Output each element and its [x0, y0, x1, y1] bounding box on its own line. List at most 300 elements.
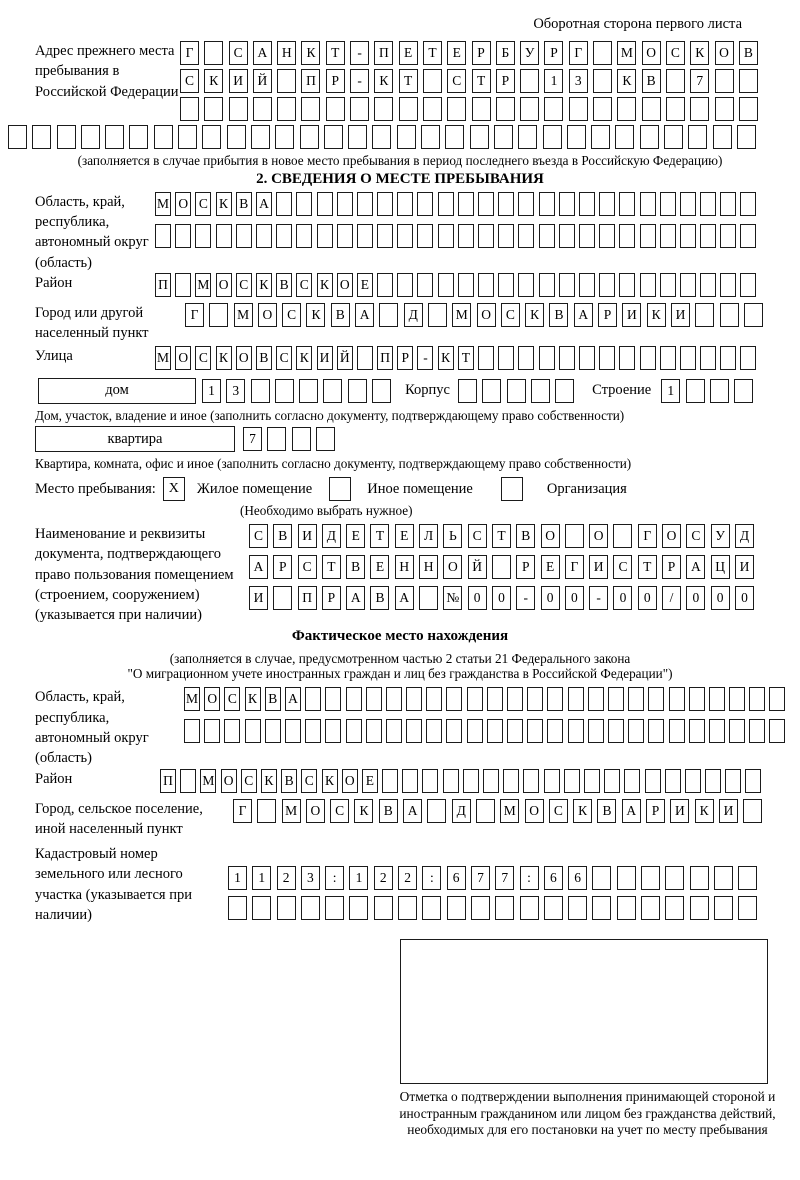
- char-cell[interactable]: Т: [458, 346, 474, 370]
- char-cell[interactable]: [628, 687, 644, 711]
- char-cell[interactable]: [427, 799, 446, 823]
- char-cell[interactable]: [348, 125, 367, 149]
- char-cell[interactable]: Р: [397, 346, 413, 370]
- char-cell[interactable]: С: [195, 346, 211, 370]
- char-cell[interactable]: Д: [452, 799, 471, 823]
- char-cell[interactable]: [447, 896, 466, 920]
- char-cell[interactable]: [700, 224, 716, 248]
- org-checkbox[interactable]: [501, 477, 523, 501]
- char-cell[interactable]: [518, 273, 534, 297]
- char-cell[interactable]: [617, 896, 636, 920]
- char-cell[interactable]: В: [516, 524, 535, 548]
- char-cell[interactable]: [568, 719, 584, 743]
- char-cell[interactable]: Г: [185, 303, 204, 327]
- char-cell[interactable]: 0: [565, 586, 584, 610]
- char-cell[interactable]: И: [298, 524, 317, 548]
- char-cell[interactable]: [277, 896, 296, 920]
- char-cell[interactable]: [276, 224, 292, 248]
- char-cell[interactable]: [301, 896, 320, 920]
- char-cell[interactable]: [251, 125, 270, 149]
- char-cell[interactable]: [443, 769, 459, 793]
- char-cell[interactable]: [739, 97, 758, 121]
- char-cell[interactable]: [559, 224, 575, 248]
- char-cell[interactable]: [498, 346, 514, 370]
- char-cell[interactable]: В: [236, 192, 252, 216]
- char-cell[interactable]: И: [589, 555, 608, 579]
- char-cell[interactable]: А: [686, 555, 705, 579]
- char-cell[interactable]: [619, 273, 635, 297]
- char-cell[interactable]: [397, 273, 413, 297]
- char-cell[interactable]: К: [374, 69, 393, 93]
- char-cell[interactable]: [105, 125, 124, 149]
- char-cell[interactable]: О: [221, 769, 237, 793]
- char-cell[interactable]: [57, 125, 76, 149]
- char-cell[interactable]: [619, 224, 635, 248]
- char-cell[interactable]: С: [298, 555, 317, 579]
- char-cell[interactable]: [406, 719, 422, 743]
- char-cell[interactable]: [397, 125, 416, 149]
- char-cell[interactable]: [599, 273, 615, 297]
- char-cell[interactable]: 0: [735, 586, 754, 610]
- char-cell[interactable]: О: [306, 799, 325, 823]
- char-cell[interactable]: [680, 346, 696, 370]
- char-cell[interactable]: 1: [202, 379, 221, 403]
- char-cell[interactable]: [417, 273, 433, 297]
- char-cell[interactable]: [209, 303, 228, 327]
- char-cell[interactable]: Р: [544, 41, 563, 65]
- char-cell[interactable]: [539, 346, 555, 370]
- char-cell[interactable]: [487, 719, 503, 743]
- char-cell[interactable]: [467, 687, 483, 711]
- char-cell[interactable]: О: [642, 41, 661, 65]
- char-cell[interactable]: К: [617, 69, 636, 93]
- char-cell[interactable]: [478, 224, 494, 248]
- char-cell[interactable]: К: [204, 69, 223, 93]
- char-cell[interactable]: [374, 97, 393, 121]
- char-cell[interactable]: С: [249, 524, 268, 548]
- char-cell[interactable]: [734, 379, 753, 403]
- char-cell[interactable]: [372, 125, 391, 149]
- char-cell[interactable]: А: [346, 586, 365, 610]
- char-cell[interactable]: Е: [370, 555, 389, 579]
- char-cell[interactable]: [588, 719, 604, 743]
- char-cell[interactable]: Й: [253, 69, 272, 93]
- char-cell[interactable]: [592, 866, 611, 890]
- char-cell[interactable]: Г: [233, 799, 252, 823]
- char-cell[interactable]: [559, 346, 575, 370]
- char-cell[interactable]: К: [695, 799, 714, 823]
- char-cell[interactable]: И: [719, 799, 738, 823]
- char-cell[interactable]: [592, 896, 611, 920]
- char-cell[interactable]: К: [306, 303, 325, 327]
- char-cell[interactable]: [350, 97, 369, 121]
- char-cell[interactable]: [398, 896, 417, 920]
- char-cell[interactable]: [386, 687, 402, 711]
- char-cell[interactable]: [397, 192, 413, 216]
- char-cell[interactable]: [737, 125, 756, 149]
- char-cell[interactable]: [518, 224, 534, 248]
- char-cell[interactable]: П: [377, 346, 393, 370]
- char-cell[interactable]: [709, 687, 725, 711]
- char-cell[interactable]: 0: [468, 586, 487, 610]
- char-cell[interactable]: [276, 192, 292, 216]
- char-cell[interactable]: [608, 687, 624, 711]
- char-cell[interactable]: -: [516, 586, 535, 610]
- char-cell[interactable]: [337, 192, 353, 216]
- char-cell[interactable]: О: [443, 555, 462, 579]
- char-cell[interactable]: [301, 97, 320, 121]
- char-cell[interactable]: А: [256, 192, 272, 216]
- char-cell[interactable]: Д: [404, 303, 423, 327]
- char-cell[interactable]: [599, 192, 615, 216]
- char-cell[interactable]: К: [216, 192, 232, 216]
- char-cell[interactable]: [531, 379, 550, 403]
- char-cell[interactable]: [539, 273, 555, 297]
- char-cell[interactable]: [640, 224, 656, 248]
- char-cell[interactable]: [579, 346, 595, 370]
- char-cell[interactable]: 0: [638, 586, 657, 610]
- char-cell[interactable]: [547, 687, 563, 711]
- char-cell[interactable]: [325, 896, 344, 920]
- char-cell[interactable]: Т: [638, 555, 657, 579]
- char-cell[interactable]: [544, 769, 560, 793]
- char-cell[interactable]: [705, 769, 721, 793]
- char-cell[interactable]: [366, 687, 382, 711]
- char-cell[interactable]: О: [589, 524, 608, 548]
- char-cell[interactable]: [628, 719, 644, 743]
- char-cell[interactable]: Р: [496, 69, 515, 93]
- char-cell[interactable]: У: [711, 524, 730, 548]
- char-cell[interactable]: [593, 97, 612, 121]
- char-cell[interactable]: О: [541, 524, 560, 548]
- char-cell[interactable]: [565, 524, 584, 548]
- char-cell[interactable]: [487, 687, 503, 711]
- char-cell[interactable]: [357, 224, 373, 248]
- char-cell[interactable]: Е: [395, 524, 414, 548]
- char-cell[interactable]: [154, 125, 173, 149]
- char-cell[interactable]: С: [229, 41, 248, 65]
- char-cell[interactable]: [690, 97, 709, 121]
- char-cell[interactable]: [539, 192, 555, 216]
- char-cell[interactable]: [520, 69, 539, 93]
- char-cell[interactable]: [680, 224, 696, 248]
- char-cell[interactable]: [559, 192, 575, 216]
- char-cell[interactable]: [428, 303, 447, 327]
- char-cell[interactable]: [325, 719, 341, 743]
- char-cell[interactable]: -: [350, 69, 369, 93]
- char-cell[interactable]: О: [337, 273, 353, 297]
- char-cell[interactable]: Н: [277, 41, 296, 65]
- char-cell[interactable]: [720, 303, 739, 327]
- char-cell[interactable]: [296, 224, 312, 248]
- char-cell[interactable]: -: [417, 346, 433, 370]
- char-cell[interactable]: [422, 896, 441, 920]
- char-cell[interactable]: И: [671, 303, 690, 327]
- char-cell[interactable]: [567, 125, 586, 149]
- char-cell[interactable]: [325, 687, 341, 711]
- char-cell[interactable]: С: [468, 524, 487, 548]
- char-cell[interactable]: С: [501, 303, 520, 327]
- char-cell[interactable]: -: [350, 41, 369, 65]
- char-cell[interactable]: В: [281, 769, 297, 793]
- char-cell[interactable]: К: [301, 41, 320, 65]
- char-cell[interactable]: [520, 896, 539, 920]
- char-cell[interactable]: О: [175, 346, 191, 370]
- char-cell[interactable]: [715, 69, 734, 93]
- char-cell[interactable]: [251, 379, 270, 403]
- char-cell[interactable]: [665, 866, 684, 890]
- char-cell[interactable]: [686, 379, 705, 403]
- char-cell[interactable]: [729, 719, 745, 743]
- char-cell[interactable]: [579, 224, 595, 248]
- char-cell[interactable]: 1: [544, 69, 563, 93]
- char-cell[interactable]: [539, 224, 555, 248]
- char-cell[interactable]: [229, 97, 248, 121]
- char-cell[interactable]: [523, 769, 539, 793]
- char-cell[interactable]: [498, 273, 514, 297]
- char-cell[interactable]: [252, 896, 271, 920]
- char-cell[interactable]: [648, 687, 664, 711]
- char-cell[interactable]: В: [370, 586, 389, 610]
- char-cell[interactable]: К: [354, 799, 373, 823]
- char-cell[interactable]: [349, 896, 368, 920]
- char-cell[interactable]: [277, 97, 296, 121]
- char-cell[interactable]: Л: [419, 524, 438, 548]
- char-cell[interactable]: Р: [326, 69, 345, 93]
- char-cell[interactable]: [317, 192, 333, 216]
- char-cell[interactable]: [645, 769, 661, 793]
- char-cell[interactable]: [204, 719, 220, 743]
- char-cell[interactable]: С: [224, 687, 240, 711]
- char-cell[interactable]: [256, 224, 272, 248]
- char-cell[interactable]: [588, 687, 604, 711]
- char-cell[interactable]: В: [346, 555, 365, 579]
- char-cell[interactable]: [292, 427, 311, 451]
- char-cell[interactable]: Е: [447, 41, 466, 65]
- char-cell[interactable]: [180, 97, 199, 121]
- char-cell[interactable]: [593, 41, 612, 65]
- char-cell[interactable]: [426, 719, 442, 743]
- char-cell[interactable]: С: [241, 769, 257, 793]
- char-cell[interactable]: О: [662, 524, 681, 548]
- char-cell[interactable]: [236, 224, 252, 248]
- char-cell[interactable]: [720, 192, 736, 216]
- char-cell[interactable]: [739, 69, 758, 93]
- char-cell[interactable]: М: [155, 192, 171, 216]
- char-cell[interactable]: [265, 719, 281, 743]
- char-cell[interactable]: [769, 687, 785, 711]
- char-cell[interactable]: К: [261, 769, 277, 793]
- char-cell[interactable]: П: [155, 273, 171, 297]
- char-cell[interactable]: [568, 687, 584, 711]
- char-cell[interactable]: А: [285, 687, 301, 711]
- char-cell[interactable]: [423, 69, 442, 93]
- char-cell[interactable]: [445, 125, 464, 149]
- char-cell[interactable]: [619, 346, 635, 370]
- char-cell[interactable]: [257, 799, 276, 823]
- char-cell[interactable]: В: [331, 303, 350, 327]
- char-cell[interactable]: [426, 687, 442, 711]
- char-cell[interactable]: М: [184, 687, 200, 711]
- char-cell[interactable]: [740, 192, 756, 216]
- char-cell[interactable]: [495, 896, 514, 920]
- char-cell[interactable]: А: [403, 799, 422, 823]
- char-cell[interactable]: [568, 896, 587, 920]
- char-cell[interactable]: 6: [544, 866, 563, 890]
- char-cell[interactable]: [599, 346, 615, 370]
- char-cell[interactable]: [299, 379, 318, 403]
- char-cell[interactable]: Е: [346, 524, 365, 548]
- char-cell[interactable]: [710, 379, 729, 403]
- char-cell[interactable]: [337, 224, 353, 248]
- char-cell[interactable]: [709, 719, 725, 743]
- char-cell[interactable]: К: [296, 346, 312, 370]
- char-cell[interactable]: [608, 719, 624, 743]
- char-cell[interactable]: 6: [447, 866, 466, 890]
- char-cell[interactable]: [617, 97, 636, 121]
- char-cell[interactable]: [544, 97, 563, 121]
- char-cell[interactable]: [228, 896, 247, 920]
- char-cell[interactable]: В: [739, 41, 758, 65]
- char-cell[interactable]: [690, 866, 709, 890]
- char-cell[interactable]: [640, 346, 656, 370]
- char-cell[interactable]: Д: [735, 524, 754, 548]
- char-cell[interactable]: С: [447, 69, 466, 93]
- char-cell[interactable]: Т: [399, 69, 418, 93]
- char-cell[interactable]: В: [273, 524, 292, 548]
- char-cell[interactable]: Т: [472, 69, 491, 93]
- char-cell[interactable]: [372, 379, 391, 403]
- char-cell[interactable]: [740, 273, 756, 297]
- char-cell[interactable]: В: [549, 303, 568, 327]
- char-cell[interactable]: [467, 719, 483, 743]
- char-cell[interactable]: В: [597, 799, 616, 823]
- char-cell[interactable]: [543, 125, 562, 149]
- char-cell[interactable]: [326, 97, 345, 121]
- char-cell[interactable]: 1: [228, 866, 247, 890]
- char-cell[interactable]: [507, 379, 526, 403]
- char-cell[interactable]: [743, 799, 762, 823]
- char-cell[interactable]: 1: [349, 866, 368, 890]
- char-cell[interactable]: О: [715, 41, 734, 65]
- char-cell[interactable]: [660, 273, 676, 297]
- char-cell[interactable]: [399, 97, 418, 121]
- char-cell[interactable]: [316, 427, 335, 451]
- char-cell[interactable]: [725, 769, 741, 793]
- char-cell[interactable]: [700, 192, 716, 216]
- char-cell[interactable]: [478, 273, 494, 297]
- char-cell[interactable]: Т: [492, 524, 511, 548]
- char-cell[interactable]: [665, 769, 681, 793]
- char-cell[interactable]: [640, 273, 656, 297]
- char-cell[interactable]: А: [622, 799, 641, 823]
- char-cell[interactable]: С: [282, 303, 301, 327]
- char-cell[interactable]: С: [330, 799, 349, 823]
- char-cell[interactable]: [738, 866, 757, 890]
- char-cell[interactable]: [559, 273, 575, 297]
- char-cell[interactable]: П: [374, 41, 393, 65]
- char-cell[interactable]: Г: [180, 41, 199, 65]
- char-cell[interactable]: :: [520, 866, 539, 890]
- char-cell[interactable]: [641, 896, 660, 920]
- char-cell[interactable]: У: [520, 41, 539, 65]
- char-cell[interactable]: [518, 346, 534, 370]
- char-cell[interactable]: [178, 125, 197, 149]
- char-cell[interactable]: А: [574, 303, 593, 327]
- char-cell[interactable]: [446, 687, 462, 711]
- char-cell[interactable]: -: [589, 586, 608, 610]
- char-cell[interactable]: С: [666, 41, 685, 65]
- char-cell[interactable]: С: [276, 346, 292, 370]
- char-cell[interactable]: [720, 273, 736, 297]
- char-cell[interactable]: [419, 586, 438, 610]
- char-cell[interactable]: Р: [662, 555, 681, 579]
- char-cell[interactable]: И: [735, 555, 754, 579]
- char-cell[interactable]: [555, 379, 574, 403]
- char-cell[interactable]: [296, 192, 312, 216]
- char-cell[interactable]: Г: [565, 555, 584, 579]
- char-cell[interactable]: [720, 346, 736, 370]
- char-cell[interactable]: Г: [638, 524, 657, 548]
- char-cell[interactable]: [745, 769, 761, 793]
- char-cell[interactable]: /: [662, 586, 681, 610]
- char-cell[interactable]: П: [160, 769, 176, 793]
- char-cell[interactable]: [417, 224, 433, 248]
- char-cell[interactable]: Й: [337, 346, 353, 370]
- char-cell[interactable]: 0: [492, 586, 511, 610]
- char-cell[interactable]: К: [322, 769, 338, 793]
- char-cell[interactable]: П: [298, 586, 317, 610]
- char-cell[interactable]: [175, 224, 191, 248]
- char-cell[interactable]: [476, 799, 495, 823]
- char-cell[interactable]: [740, 224, 756, 248]
- char-cell[interactable]: [379, 303, 398, 327]
- char-cell[interactable]: К: [525, 303, 544, 327]
- char-cell[interactable]: [527, 719, 543, 743]
- char-cell[interactable]: [275, 379, 294, 403]
- char-cell[interactable]: [438, 224, 454, 248]
- char-cell[interactable]: 2: [277, 866, 296, 890]
- char-cell[interactable]: [155, 224, 171, 248]
- char-cell[interactable]: [584, 769, 600, 793]
- char-cell[interactable]: Т: [370, 524, 389, 548]
- char-cell[interactable]: [421, 125, 440, 149]
- char-cell[interactable]: [216, 224, 232, 248]
- char-cell[interactable]: [660, 192, 676, 216]
- char-cell[interactable]: Е: [399, 41, 418, 65]
- char-cell[interactable]: [273, 586, 292, 610]
- char-cell[interactable]: [615, 125, 634, 149]
- char-cell[interactable]: [81, 125, 100, 149]
- char-cell[interactable]: А: [395, 586, 414, 610]
- char-cell[interactable]: С: [180, 69, 199, 93]
- char-cell[interactable]: М: [200, 769, 216, 793]
- char-cell[interactable]: [202, 125, 221, 149]
- char-cell[interactable]: [463, 769, 479, 793]
- char-cell[interactable]: П: [301, 69, 320, 93]
- char-cell[interactable]: [472, 97, 491, 121]
- char-cell[interactable]: 1: [252, 866, 271, 890]
- char-cell[interactable]: [305, 687, 321, 711]
- char-cell[interactable]: Р: [322, 586, 341, 610]
- char-cell[interactable]: [438, 273, 454, 297]
- char-cell[interactable]: 0: [613, 586, 632, 610]
- char-cell[interactable]: [714, 866, 733, 890]
- char-cell[interactable]: [619, 192, 635, 216]
- char-cell[interactable]: М: [195, 273, 211, 297]
- char-cell[interactable]: 1: [661, 379, 680, 403]
- char-cell[interactable]: [498, 224, 514, 248]
